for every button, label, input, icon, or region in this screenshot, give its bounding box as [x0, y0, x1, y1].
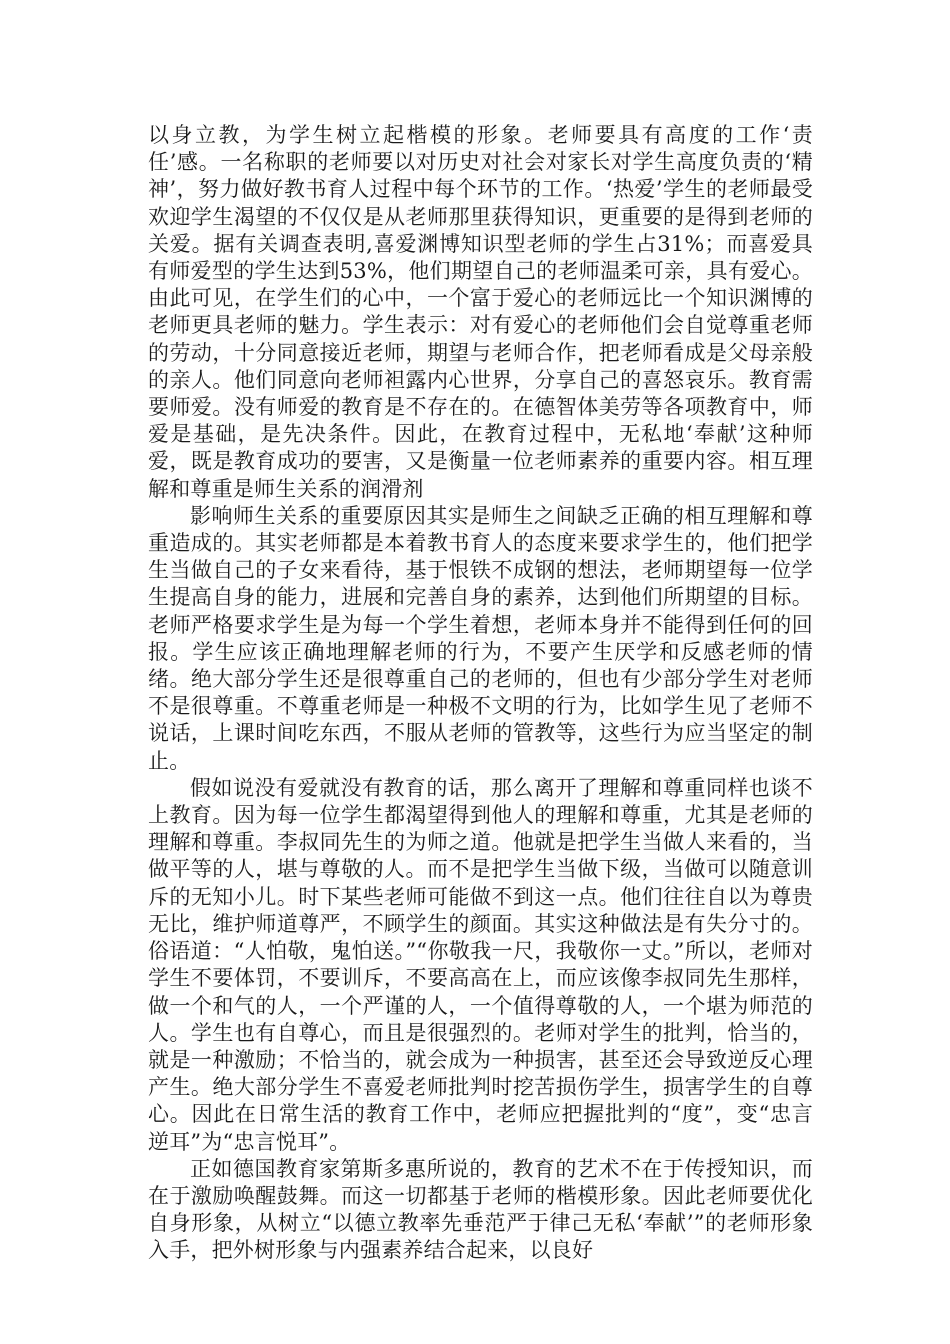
paragraph-4: 正如德国教育家第斯多惠所说的，教育的艺术不在于传授知识，而在于激励唤醒鼓舞。而这一切都基于老师的楷模形象。因此老师要优化自身形象，从树立“以德立教率先垂范严于律己无私‘奉献’”的老师形象入手，把外树形象与内强素养结合起来，以良好 [148, 1156, 813, 1263]
paragraph-3: 假如说没有爱就没有教育的话，那么离开了理解和尊重同样也谈不上教育。因为每一位学生都渴望得到他人的理解和尊重，尤其是老师的理解和尊重。李叔同先生的为师之道。他就是把学生当做人来看的，当做平等的人，堪与尊敬的人。而不是把学生当做下级，当做可以随意训斥的无知小儿。时下某些老师可能做不到这一点。他们往往自以为尊贵无比，维护师道尊严，不顾学生的颜面。其实这种做法是有失分寸的。俗语道：“人怕敬，鬼怕送。”“你敬我一尺，我敬你一丈。”所以，老师对学生不要体罚，不要训斥，不要高高在上，而应该像李叔同先生那样，做一个和气的人，一个严谨的人，一个值得尊敬的人，一个堪为师范的人。学生也有自尊心，而且是很强烈的。老师对学生的批判，恰当的，就是一种激励；不恰当的，就会成为一种损害，甚至还会导致逆反心理产生。绝大部分学生不喜爱老师批判时挖苦损伤学生，损害学生的自尊心。因此在日常生活的教育工作中，老师应把握批判的“度”，变“忠言逆耳”为“忠言悦耳”。 [148, 775, 813, 1154]
paragraph-2: 影响师生关系的重要原因其实是师生之间缺乏正确的相互理解和尊重造成的。其实老师都是本着教书育人的态度来要求学生的，他们把学生当做自己的子女来看待，基于恨铁不成钢的想法，老师期望每一位学生提高自身的能力，进展和完善自身的素养，达到他们所期望的目标。老师严格要求学生是为每一个学生着想，老师本身并不能得到任何的回报。学生应该正确地理解老师的行为，不要产生厌学和反感老师的情绪。绝大部分学生还是很尊重自己的老师的，但也有少部分学生对老师不是很尊重。不尊重老师是一种极不文明的行为，比如学生见了老师不说话，上课时间吃东西，不服从老师的管教等，这些行为应当坚定的制止。 [148, 503, 813, 773]
paragraph-1: 以身立教，为学生树立起楷模的形象。老师要具有高度的工作‘责任’感。一名称职的老师要以对历史对社会对家长对学生高度负责的‘精神’，努力做好教书育人过程中每个环节的工作。‘热爱’学生的老师最受欢迎学生渴望的不仅仅是从老师那里获得知识，更重要的是得到老师的关爱。据有关调查表明,喜爱渊博知识型老师的学生占31%；而喜爱具有师爱型的学生达到53%，他们期望自己的老师温柔可亲，具有爱心。由此可见，在学生们的心中，一个富于爱心的老师远比一个知识渊博的老师更具老师的魅力。学生表示：对有爱心的老师他们会自觉尊重老师的劳动，十分同意接近老师，期望与老师合作，把老师看成是父母亲般的亲人。他们同意向老师袒露内心世界，分享自己的喜怒哀乐。教育需要师爱。没有师爱的教育是不存在的。在德智体美劳等各项教育中，师爱是基础，是先决条件。因此，在教育过程中，无私地‘奉献’这种师爱，既是教育成功的要害，又是衡量一位老师素养的重要内容。相互理解和尊重是师生关系的润滑剂 [148, 123, 813, 501]
body-text [148, 122, 813, 1265]
